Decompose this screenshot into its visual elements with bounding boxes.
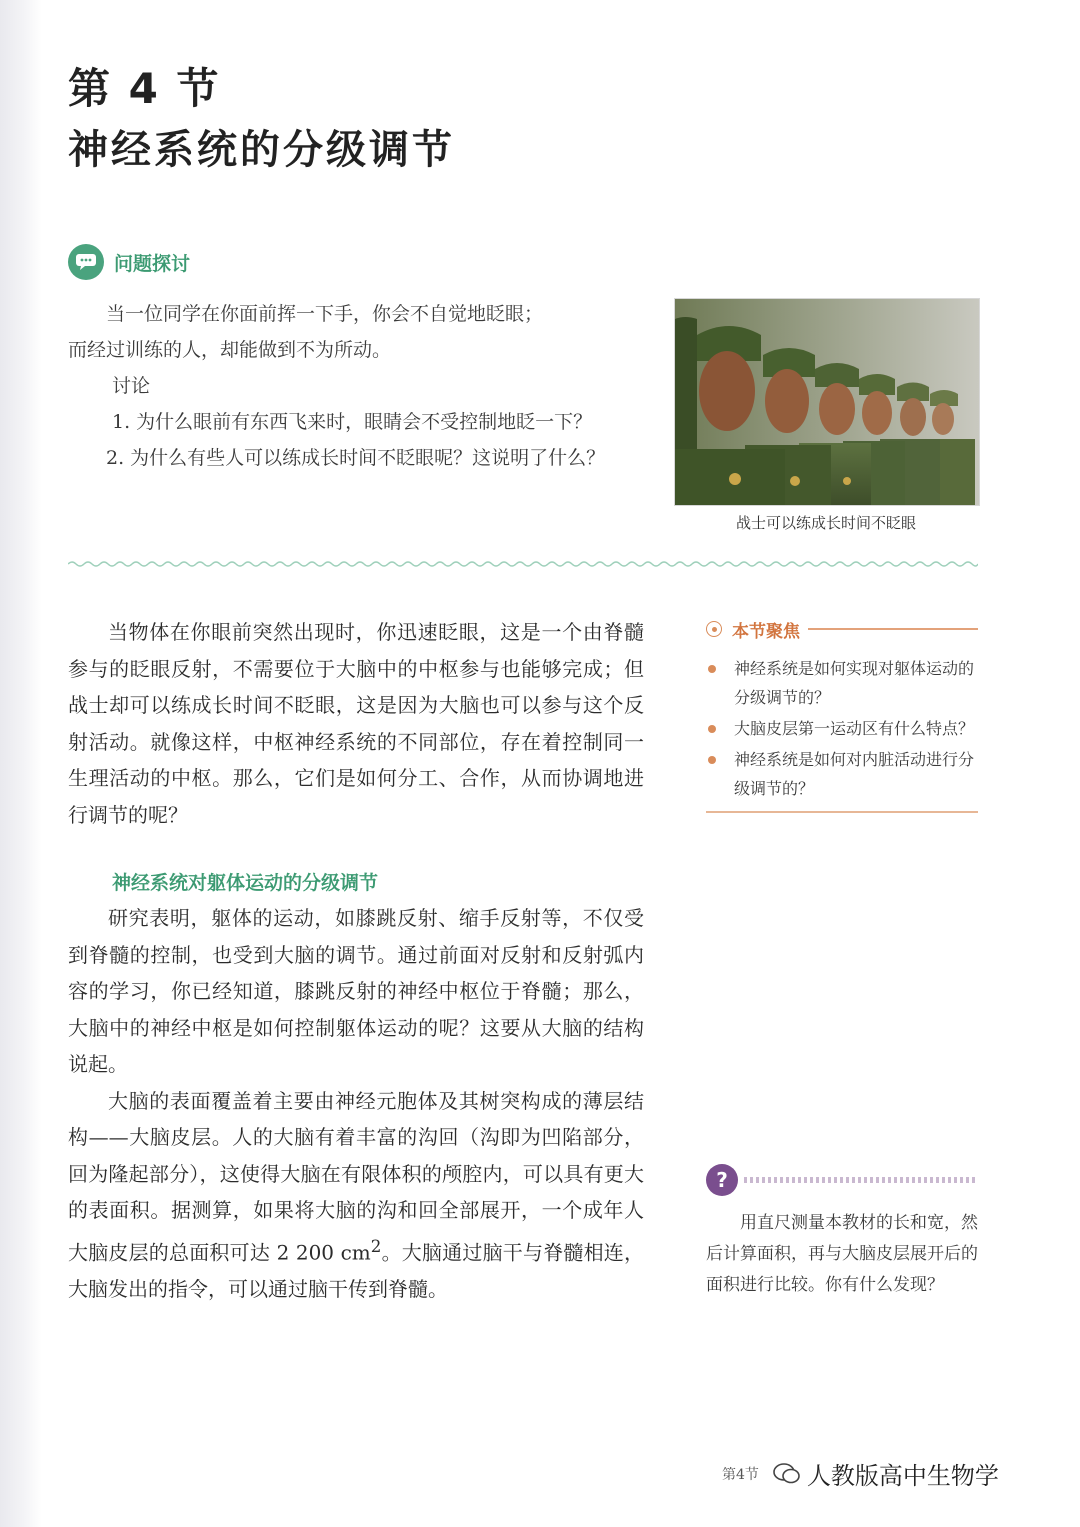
wechat-icon xyxy=(773,1463,801,1485)
area-unit-exponent: 2 xyxy=(370,1236,382,1256)
question-box-body xyxy=(68,296,642,476)
discussion-question-1: 1. 为什么眼前有东西飞来时，眼睛会不受控制地眨一下？ xyxy=(112,411,593,433)
question-box-label: 问题探讨 xyxy=(114,252,191,275)
page-footer xyxy=(722,1456,999,1491)
speech-bubble-icon xyxy=(68,244,104,280)
thinking-rule xyxy=(744,1177,978,1183)
thinking-text: 用直尺测量本教材的长和宽，然后计算面积，再与大脑皮层展开后的面积进行比较。你有什么发现？ xyxy=(706,1213,978,1295)
focus-header xyxy=(706,614,978,644)
focus-bottom-rule xyxy=(706,811,978,813)
thinking-header xyxy=(706,1160,978,1200)
subsection-body xyxy=(68,900,644,1307)
paragraph-2-part-a: 大脑的表面覆盖着主要由神经元胞体及其树突构成的薄层结构——大脑皮层。人的大脑有着丰富的沟回（沟即为凹陷部分，回为隆起部分），这使得大脑在有限体积的颅腔内，可以具有更大的表面积。据测算，如果将大脑的沟和回全部展开，一个成年人大脑皮层的总面积可达 2 200 cm xyxy=(68,1088,644,1265)
focus-item: 大脑皮层第一运动区有什么特点？ xyxy=(706,714,978,743)
intro-paragraph: 当物体在你眼前突然出现时，你迅速眨眼，这是一个由脊髓参与的眨眼反射，不需要位于大脑中的中枢参与也能够完成；但战士却可以练成长时间不眨眼，这是因为大脑也可以参与这个反射活动。就像这样，中枢神经系统的不同部位，存在着控制同一生理活动的中枢。那么，它们是如何分工、合作，从而协调地进行调节的呢？ xyxy=(68,620,644,827)
discussion-question-2: 2. 为什么有些人可以练成长时间不眨眼呢？这说明了什么？ xyxy=(106,447,606,469)
scenario-line-1: 当一位同学在你面前挥一下手，你会不自觉地眨眼； xyxy=(106,303,544,325)
subsection-paragraph-1: 研究表明，躯体的运动，如膝跳反射、缩手反射等，不仅受到脊髓的控制，也受到大脑的调节。通过前面对反射和反射弧内容的学习，你已经知道，膝跳反射的神经中枢位于脊髓；那么，大脑中的神经中枢是如何控制躯体运动的呢？这要从大脑的结构说起。 xyxy=(68,906,644,1076)
section-focus-box xyxy=(706,614,978,813)
section-title: 神经系统的分级调节 xyxy=(68,127,455,173)
subsection-heading: 神经系统对躯体运动的分级调节 xyxy=(112,872,379,894)
question-box-header xyxy=(68,244,190,280)
thinking-box xyxy=(706,1160,978,1301)
footer-brand: 人教版高中生物学 xyxy=(806,1462,999,1490)
footer-section-label: 第4节 xyxy=(722,1466,759,1483)
intro-paragraph-block xyxy=(68,614,644,833)
section-number: 第 4 节 xyxy=(68,64,221,113)
focus-list xyxy=(706,654,978,803)
wave-divider xyxy=(68,556,978,570)
question-mark-icon: ? xyxy=(706,1164,738,1196)
focus-item: 神经系统是如何实现对躯体运动的分级调节的？ xyxy=(706,654,978,712)
focus-label: 本节聚焦 xyxy=(732,621,800,642)
focus-item: 神经系统是如何对内脏活动进行分级调节的？ xyxy=(706,745,978,803)
soldiers-photo xyxy=(674,298,980,506)
target-icon xyxy=(706,621,722,637)
subsection-paragraph-2 xyxy=(68,1083,644,1308)
scenario-line-2: 而经过训练的人，却能做到不为所动。 xyxy=(68,339,392,361)
focus-rule xyxy=(808,628,978,630)
discuss-label: 讨论 xyxy=(112,375,151,397)
photo-caption: 战士可以练成长时间不眨眼 xyxy=(735,514,916,532)
paragraph-2-part-b: 。大脑通过脑干与脊髓相连，大脑发出的指令，可以通过脑干传到脊髓。 xyxy=(68,1240,644,1301)
